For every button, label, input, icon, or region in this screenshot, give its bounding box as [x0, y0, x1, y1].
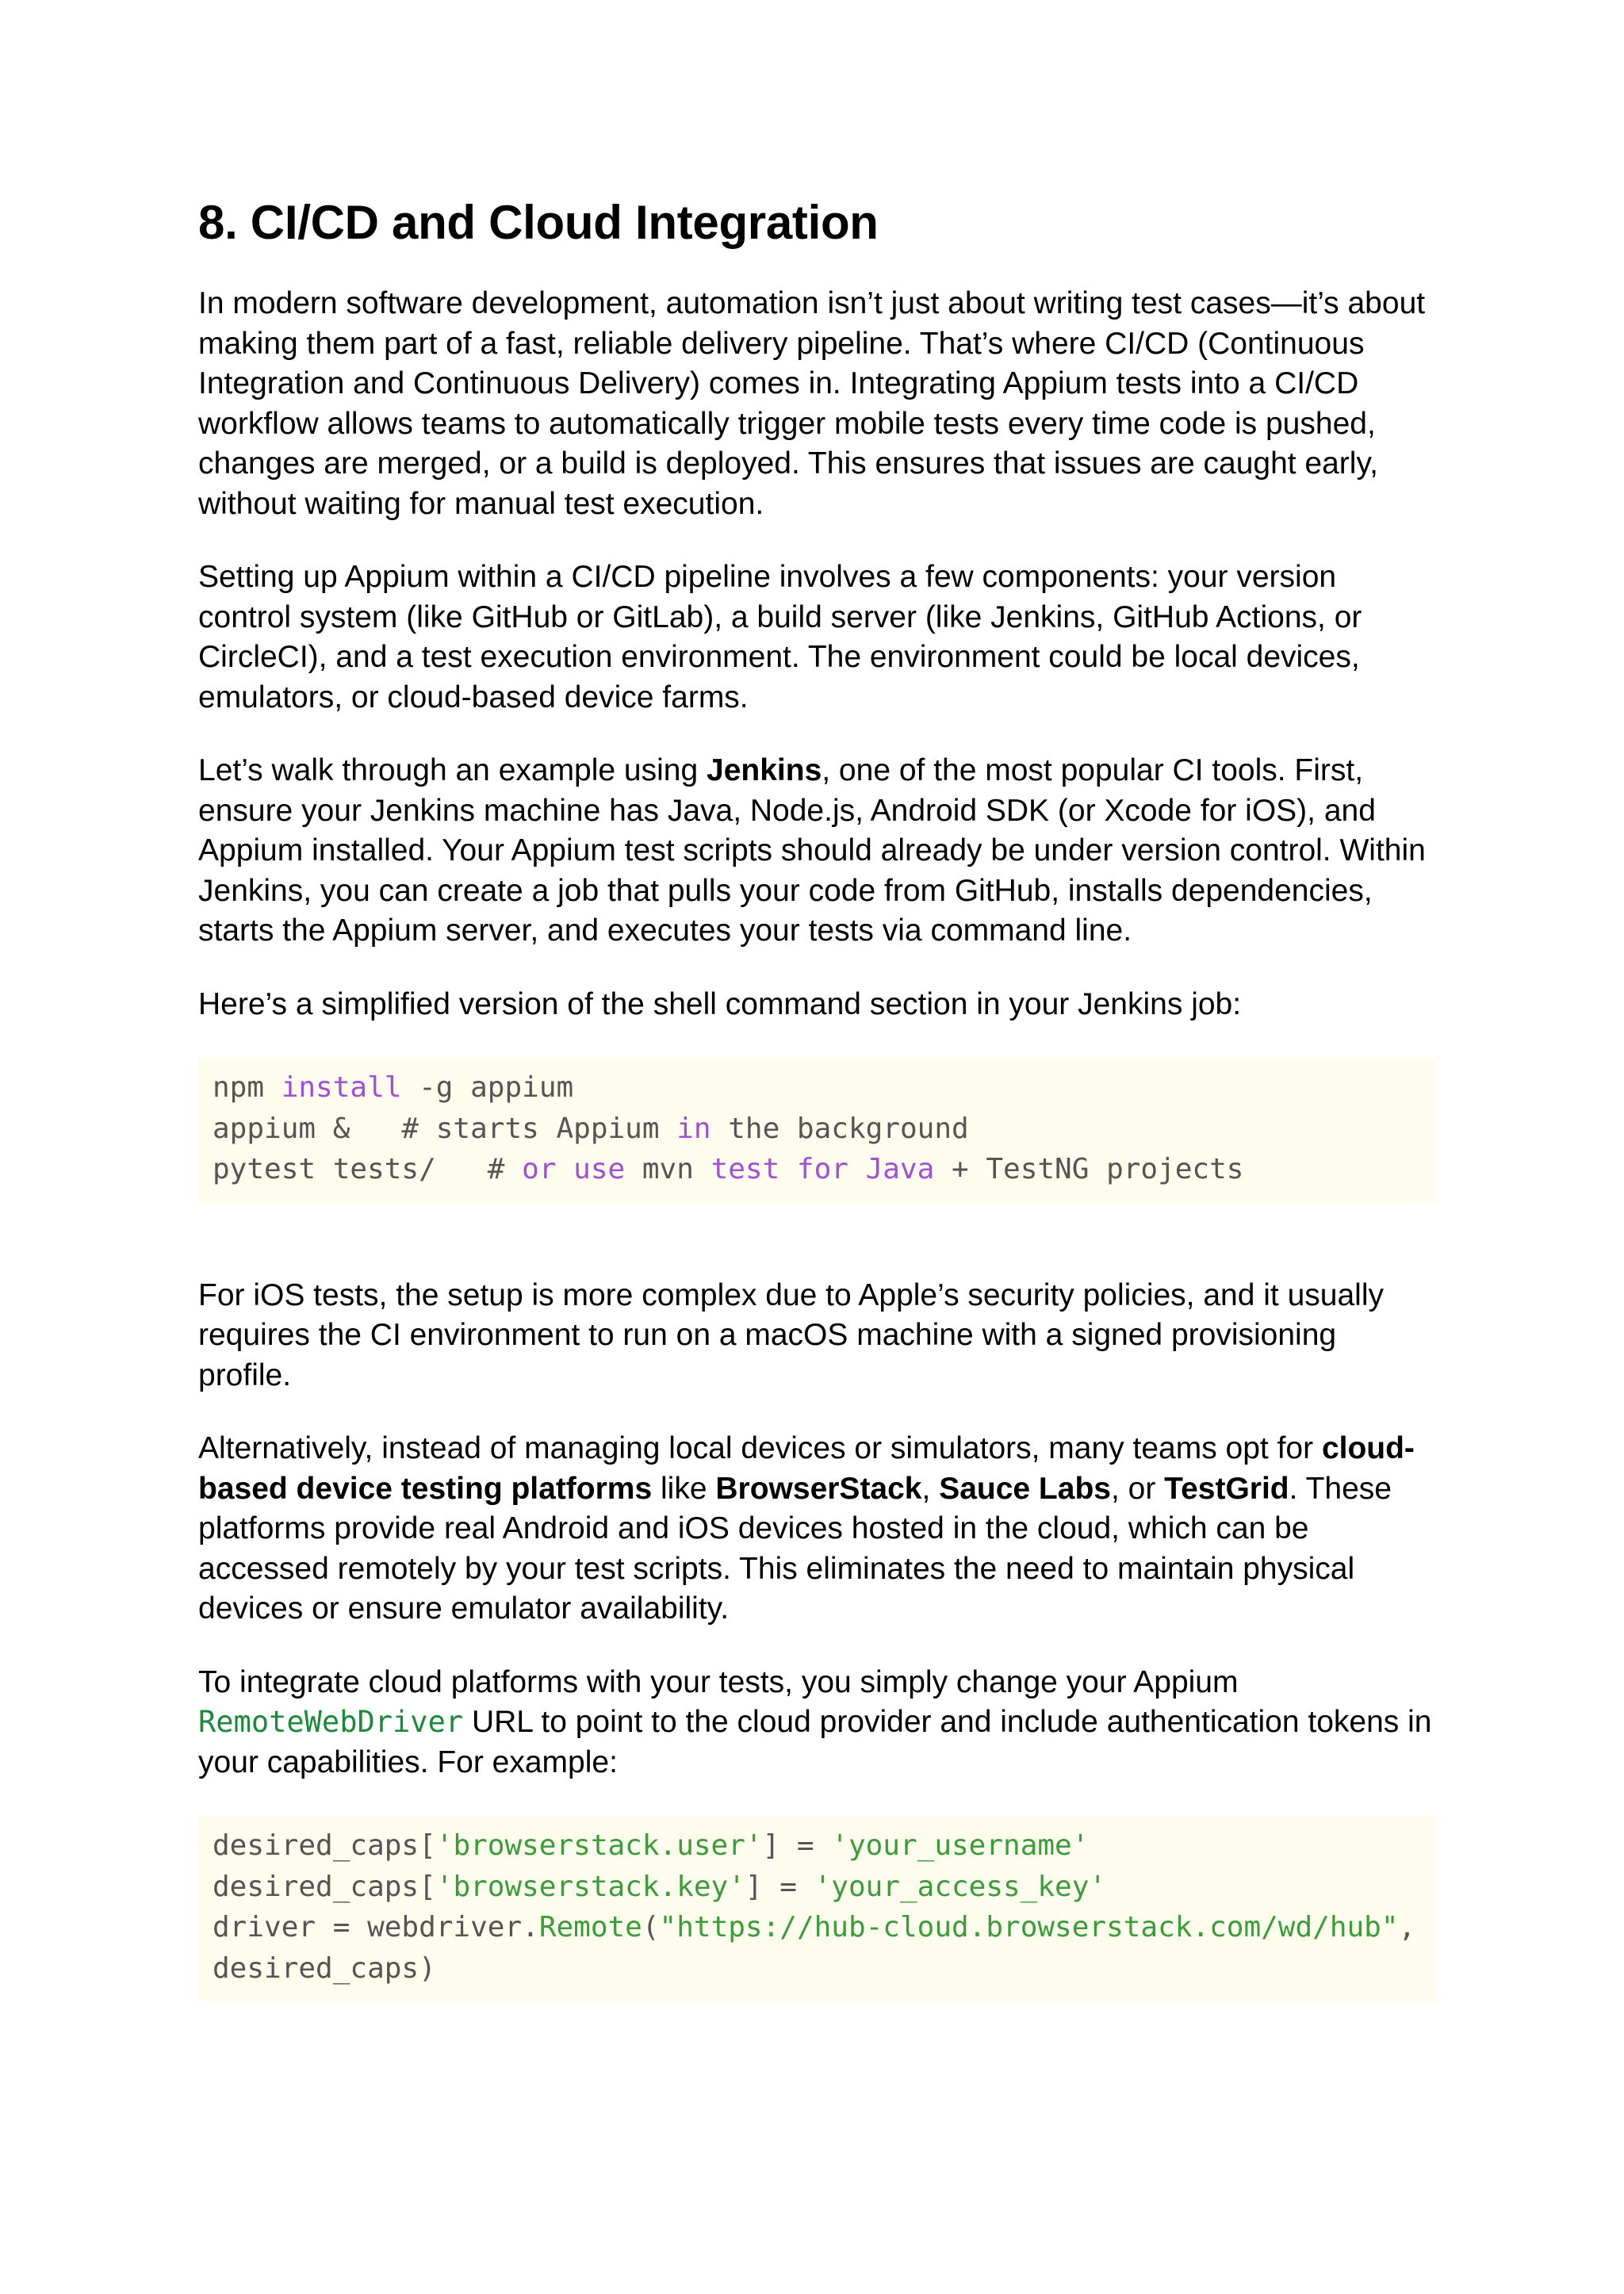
code-line-3 — [213, 1153, 1243, 1185]
code-text: ] = — [745, 1870, 814, 1903]
code-keyword: or use — [522, 1153, 626, 1185]
inline-code-remotewebdriver: RemoteWebDriver — [198, 1705, 464, 1739]
text: URL to point to the cloud provider and include authentication tokens in your capabilities. For example: — [198, 1705, 1432, 1779]
code-keyword: test for Java — [710, 1153, 935, 1185]
code-text: appium & # starts Appium — [213, 1112, 677, 1145]
code-line-1 — [213, 1829, 1089, 1862]
text: To integrate cloud platforms with your tests, you simply change your Appium — [198, 1664, 1239, 1699]
paragraph-integrate — [198, 1663, 1437, 1783]
code-line-3 — [213, 1911, 1415, 1944]
text: , one of the most popular CI tools. First, ensure your Jenkins machine has Java, Node.js, Android SDK (or Xcode for iOS), and Appium installed. Your Appium test scripts should already be under version control. Within Jenkins, you can create a job that pulls your code from GitHub, installs dependencies, starts the Appium server, and executes your tests via command line. — [198, 753, 1426, 948]
bold-browserstack: BrowserStack — [715, 1471, 922, 1506]
code-text: the background — [710, 1112, 969, 1145]
paragraph-ios: For iOS tests, the setup is more complex due to Apple’s security policies, and it usually requires the CI environment to run on a macOS machine with a signed provisioning profile. — [198, 1277, 1384, 1392]
paragraph-intro: In modern software development, automation isn’t just about writing test cases—it’s about making them part of a fast, reliable delivery pipeline. That’s where CI/CD (Continuous Integration and Continuous Delivery) comes in. Integrating Appium tests into a CI/CD workflow allows teams to automatically trigger mobile tests every time code is pushed, changes are merged, or a build is deployed. This ensures that issues are caught early, without waiting for manual test execution. — [198, 286, 1426, 521]
code-text: npm — [213, 1071, 282, 1104]
text: like — [652, 1471, 716, 1506]
paragraph-cloud — [198, 1429, 1437, 1630]
code-text: + TestNG projects — [934, 1153, 1244, 1185]
code-string: 'browserstack.key' — [435, 1870, 745, 1903]
code-keyword: in — [676, 1112, 711, 1145]
code-text: -g appium — [401, 1071, 574, 1104]
code-text: desired_caps[ — [213, 1870, 436, 1903]
code-line-2 — [213, 1871, 1106, 1903]
text: Alternatively, instead of managing local devices or simulators, many teams opt for — [198, 1431, 1322, 1465]
spacer — [198, 1236, 1437, 1276]
text: , — [921, 1471, 940, 1506]
bold-jenkins: Jenkins — [707, 753, 822, 787]
document-page — [198, 178, 1437, 2035]
code-text: mvn — [625, 1153, 711, 1185]
text: , or — [1110, 1471, 1165, 1506]
bold-cloud-platforms: cloud-based device testing platforms — [198, 1431, 1415, 1506]
code-text: pytest tests/ # — [213, 1153, 523, 1185]
code-string: 'your_access_key' — [814, 1870, 1107, 1903]
code-text: desired_caps[ — [213, 1829, 436, 1862]
code-line-4: desired_caps) — [213, 1951, 436, 1985]
code-text: ( — [642, 1911, 660, 1944]
paragraph-jenkins — [198, 751, 1437, 952]
code-string: 'your_username' — [831, 1829, 1090, 1862]
text: . These platforms provide real Android and iOS devices hosted in the cloud, which can be accessed remotely by your test scripts. This eliminates the need to maintain physical devices or ensure emulator availability. — [198, 1471, 1392, 1626]
section-heading: 8. CI/CD and Cloud Integration — [198, 196, 879, 249]
code-block-shell — [198, 1058, 1437, 1203]
code-keyword: install — [281, 1071, 402, 1104]
code-line-1 — [213, 1071, 573, 1104]
paragraph-shell-intro: Here’s a simplified version of the shell command section in your Jenkins job: — [198, 986, 1242, 1021]
code-string: 'browserstack.user' — [435, 1829, 763, 1862]
text: Let’s walk through an example using — [198, 753, 707, 787]
code-block-python — [198, 1816, 1437, 2001]
bold-testgrid: TestGrid — [1164, 1471, 1289, 1506]
code-function: Remote — [538, 1911, 642, 1944]
code-string: "https://hub-cloud.browserstack.com/wd/hub" — [659, 1911, 1399, 1944]
code-line-2 — [213, 1113, 969, 1145]
code-text: driver = webdriver. — [213, 1911, 539, 1944]
paragraph-setup: Setting up Appium within a CI/CD pipeline involves a few components: your version control system (like GitHub or GitLab), a build server (like Jenkins, GitHub Actions, or CircleCI), and a test execution environment. The environment could be local devices, emulators, or cloud-based device farms. — [198, 560, 1362, 714]
bold-sauce-labs: Sauce Labs — [939, 1471, 1111, 1506]
code-text: ] = — [762, 1829, 832, 1862]
code-text: , — [1398, 1911, 1416, 1944]
